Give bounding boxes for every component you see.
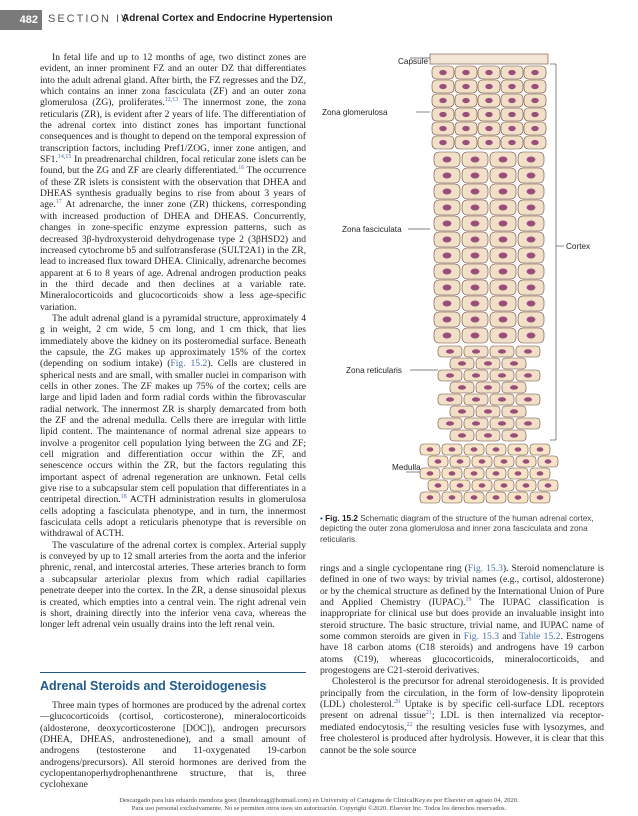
- cell-nucleus: [439, 126, 446, 131]
- cell-nucleus: [485, 84, 492, 89]
- cell-nucleus: [427, 495, 434, 499]
- cell-nucleus: [472, 373, 480, 377]
- page-number: 482: [0, 10, 42, 30]
- cell-nucleus: [537, 471, 544, 475]
- cell-nucleus: [515, 447, 522, 451]
- cell-nucleus: [485, 98, 492, 103]
- cell-nucleus: [427, 447, 434, 451]
- adrenal-structure-figure: [320, 52, 620, 504]
- cell-nucleus: [435, 483, 442, 487]
- cell-nucleus: [471, 157, 480, 163]
- cell-nucleus: [499, 317, 508, 323]
- cell-nucleus: [449, 447, 456, 451]
- label-capsule: Capsule: [398, 57, 429, 66]
- cell-nucleus: [458, 361, 466, 365]
- cell-nucleus: [527, 221, 536, 227]
- paragraph-adult-gland: The adult adrenal gland is a pyramidal structure, approximately 4 g in weight, 2 cm wide, 5 cm long, and 1 cm thick, that lies immediately above the kidney on its posteromedial surface. Beneath the capsule, the ZG makes up approximately 15% of the cortex (depending on sodium intake) (Fig. 15.2). Cells are clustered in spherical nests and are small, with smaller nuclei in comparison with cells in other zones. The ZF makes up 75% of the cortex; cells are large and lipid laden and form radial cords within the fibrovascular radial network. The innermost ZR is sharply demarcated from both the ZF and the adrenal medulla. Cells there are irregular with little lipid content. The maintenance of normal adrenal size appears to involve a progenitor cell population lying between the ZG and ZF; cell migration and differentiation occur within the ZF, and senescence occurs within the ZR, but the factors regulating this important aspect of adrenal regeneration are unknown. Fetal cells give rise to a subcapsular stem cell population that differentiates in a centripetal direction.$^{18}$ ACTH administration results in glomerulosa cells adopting a fasciculata phenotype, and in turn, the innermost fasciculata cells adopt a reticularis phenotype that is reversible on withdrawal of ACTH.: [40, 312, 307, 540]
- cell-nucleus: [508, 98, 515, 103]
- section-label: SECTION IV: [48, 13, 131, 25]
- cell-nucleus: [439, 84, 446, 89]
- cell-nucleus: [471, 253, 480, 259]
- cell-nucleus: [527, 173, 536, 179]
- cell-nucleus: [537, 495, 544, 499]
- cell-nucleus: [479, 483, 486, 487]
- cell-nucleus: [531, 84, 538, 89]
- caption-label: Fig. 15.2: [325, 514, 358, 523]
- cell-nucleus: [527, 269, 536, 275]
- paragraph-hormones: Three main types of hormones are produced by the adrenal cortex—glucocorticoids (cortisol, corticosterone), mineralocorticoids (aldosterone, deoxycorticosterone [DOC]), androgen precursors (DHEA, DHEAS, androstenedione), and a small amount of androgens (testosterone and 11-oxygenated 19-carbon androgens/precursors). All steroid hormones are derived from the cyclopentanoperhydrophenanthrene structure, that is, three cyclohexane: [40, 700, 306, 791]
- cell-nucleus: [524, 421, 532, 425]
- cell-nucleus: [446, 421, 454, 425]
- cell-nucleus: [527, 333, 536, 339]
- cell-nucleus: [443, 269, 452, 275]
- cell-nucleus: [471, 237, 480, 243]
- cell-nucleus: [472, 421, 480, 425]
- cell-nucleus: [527, 189, 536, 195]
- paragraph-fetal-zones: In fetal life and up to 12 months of age, two distinct zones are evident, an inner prominent FZ and an outer DZ that differentiates into the adult adrenal gland. After birth, the FZ regresses and the DZ, which contains an inner zona fasciculata (ZF) and an outer zona glomerulosa (ZG), proliferates.$^{12,13}$ The innermost zone, the zona reticularis (ZR), is evident after 2 years of life. The differentiation of the adrenal cortex into distinct zones has important functional consequences and is thought to depend on the temporal expression of transcription factors, including Pref1/ZOG, inner zone antigen, and SF1.$^{14,15}$ In preadrenarchal children, focal reticular zone islets can be found, but the ZG and ZF are clearly differentiated.$^{16}$ The occurrence of these ZR islets is consistent with the observation that DHEA and DHEAS synthesis gradually begins to rise from about 3 years of age.$^{17}$ At adrenarche, the inner zone (ZR) thickens, corresponding with increased production of DHEA and DHEAS. Concurrently, changes in zone-specific enzyme expression patterns, such as decreased 3β-hydroxysteroid dehydrogenase type 2 (3βHSD2) and increased cytochrome b5 and sulfotransferase (SULT2A1) in the ZR, lead to increased flux toward DHEA. Clinically, adrenarche becomes apparent at 6 to 8 years of age. Adrenal androgen production peaks in the third decade and then declines at a variable rate. Mineralocorticoids and glucocorticoids show a less age-specific variation.: [40, 52, 306, 313]
- left-column: [40, 52, 306, 631]
- cell-nucleus: [508, 126, 515, 131]
- cell-nucleus: [523, 459, 530, 463]
- cell-nucleus: [527, 205, 536, 211]
- cell-nucleus: [471, 333, 480, 339]
- cell-nucleus: [449, 495, 456, 499]
- cell-nucleus: [524, 373, 532, 377]
- label-zona-fasciculata: Zona fasciculata: [342, 225, 402, 234]
- cell-nucleus: [471, 173, 480, 179]
- cell-nucleus: [508, 70, 515, 75]
- caption-bullet: •: [320, 514, 323, 523]
- cell-nucleus: [508, 140, 515, 145]
- cell-nucleus: [443, 237, 452, 243]
- footer-line-1: Descargado para luis eduardo mendoza goez (lmendozag@hotmail.com) en University of Cartagena de ClinicalKey.es por Elsevier en agosto 04, 2020.: [119, 797, 519, 804]
- cell-nucleus: [439, 112, 446, 117]
- cell-nucleus: [471, 471, 478, 475]
- cell-nucleus: [439, 70, 446, 75]
- cell-nucleus: [498, 421, 506, 425]
- figure-caption: [320, 514, 604, 545]
- label-cortex: Cortex: [566, 242, 591, 251]
- cell-nucleus: [499, 333, 508, 339]
- cell-nucleus: [501, 459, 508, 463]
- cell-nucleus: [531, 140, 538, 145]
- cell-nucleus: [457, 459, 464, 463]
- cell-nucleus: [443, 157, 452, 163]
- label-zona-glomerulosa: Zona glomerulosa: [322, 108, 388, 117]
- cell-nucleus: [471, 317, 480, 323]
- cell-nucleus: [443, 301, 452, 307]
- running-header: [0, 10, 638, 30]
- cell-nucleus: [443, 317, 452, 323]
- cell-nucleus: [510, 433, 518, 437]
- cell-nucleus: [524, 397, 532, 401]
- paragraph-steroid-nomenclature: rings and a single cyclopentane ring (Fig. 15.3). Steroid nomenclature is defined in one of two ways: by trivial names (e.g., cortisol, aldosterone) or by the chemical structure as defined by the International Union of Pure and Applied Chemistry (IUPAC).$^{19}$ The IUPAC classification is inappropriate for clinical use but does provide an invaluable insight into steroid structure. The basic structure, trivial name, and IUPAC name of some common steroids are given in Fig. 15.3 and Table 15.2. Estrogens have 18 carbon atoms (C18 steroids) and androgens have 19 carbon atoms (C19), whereas glucocorticoids, mineralocorticoids, and progestogens are C21-steroid derivatives.: [320, 563, 604, 677]
- left-column-bottom: [40, 700, 306, 791]
- cell-nucleus: [508, 84, 515, 89]
- cell-nucleus: [498, 397, 506, 401]
- cell-nucleus: [515, 495, 522, 499]
- cell-nucleus: [499, 301, 508, 307]
- cell-nucleus: [446, 373, 454, 377]
- cell-nucleus: [515, 471, 522, 475]
- cell-nucleus: [485, 112, 492, 117]
- label-medulla: Medulla: [392, 463, 421, 472]
- cell-nucleus: [462, 140, 469, 145]
- cell-nucleus: [471, 221, 480, 227]
- cell-nucleus: [485, 140, 492, 145]
- cell-nucleus: [508, 112, 515, 117]
- cell-nucleus: [493, 447, 500, 451]
- cell-nucleus: [499, 253, 508, 259]
- cell-nucleus: [499, 237, 508, 243]
- cell-nucleus: [527, 301, 536, 307]
- cell-nucleus: [435, 459, 442, 463]
- cell-nucleus: [499, 205, 508, 211]
- cell-nucleus: [471, 301, 480, 307]
- cell-nucleus: [545, 459, 552, 463]
- cell-nucleus: [462, 98, 469, 103]
- cell-nucleus: [471, 447, 478, 451]
- cell-nucleus: [498, 349, 506, 353]
- section-heading: Adrenal Steroids and Steroidogenesis: [40, 672, 306, 693]
- cell-nucleus: [443, 333, 452, 339]
- cell-nucleus: [527, 285, 536, 291]
- cell-nucleus: [471, 269, 480, 275]
- cell-nucleus: [499, 221, 508, 227]
- cell-nucleus: [531, 98, 538, 103]
- cell-nucleus: [462, 70, 469, 75]
- cell-nucleus: [531, 70, 538, 75]
- cell-nucleus: [443, 189, 452, 195]
- cell-nucleus: [524, 349, 532, 353]
- cell-nucleus: [427, 471, 434, 475]
- caption-text: Schematic diagram of the structure of the human adrenal cortex, depicting the outer zona glomerulosa and inner zona fasciculata and zona reticularis.: [320, 514, 594, 544]
- cell-nucleus: [471, 205, 480, 211]
- cell-nucleus: [462, 126, 469, 131]
- cell-nucleus: [493, 471, 500, 475]
- cell-nucleus: [484, 385, 492, 389]
- label-zona-reticularis: Zona reticularis: [346, 366, 402, 375]
- cell-nucleus: [510, 385, 518, 389]
- cell-nucleus: [485, 126, 492, 131]
- cell-nucleus: [531, 112, 538, 117]
- cell-nucleus: [446, 349, 454, 353]
- paragraph-cholesterol: Cholesterol is the precursor for adrenal steroidogenesis. It is provided principally from the circulation, in the form of low-density lipoprotein (LDL) cholesterol.$^{20}$ Uptake is by specific cell-surface LDL receptors present on adrenal tissue$^{21}$; LDL is then internalized via receptor-mediated endocytosis,$^{22}$ the resulting vesicles fuse with lysozymes, and free cholesterol is produced after hydrolysis. However, it is clear that this cannot be the sole source: [320, 676, 604, 756]
- chapter-title: Adrenal Cortex and Endocrine Hypertension: [122, 13, 333, 24]
- cell-nucleus: [449, 471, 456, 475]
- cell-nucleus: [446, 397, 454, 401]
- cell-nucleus: [471, 495, 478, 499]
- cell-nucleus: [484, 433, 492, 437]
- cell-nucleus: [537, 447, 544, 451]
- cell-nucleus: [545, 483, 552, 487]
- cell-nucleus: [485, 70, 492, 75]
- cell-nucleus: [458, 385, 466, 389]
- cell-nucleus: [527, 157, 536, 163]
- cell-nucleus: [458, 409, 466, 413]
- cell-nucleus: [498, 373, 506, 377]
- cell-nucleus: [472, 349, 480, 353]
- table-15-2-link[interactable]: Table 15.2: [519, 631, 561, 643]
- cell-nucleus: [484, 361, 492, 365]
- fig-15-3-link[interactable]: Fig. 15.3: [467, 563, 503, 574]
- capsule-band: [430, 54, 548, 64]
- fig-15-2-link[interactable]: Fig. 15.2: [170, 358, 208, 370]
- fig-15-3-link-2[interactable]: Fig. 15.3: [463, 631, 500, 643]
- right-column: [320, 563, 604, 756]
- cell-nucleus: [458, 433, 466, 437]
- cell-nucleus: [527, 253, 536, 259]
- cell-nucleus: [439, 140, 446, 145]
- download-footer: [0, 797, 638, 813]
- cell-nucleus: [531, 126, 538, 131]
- cell-nucleus: [527, 237, 536, 243]
- cell-nucleus: [471, 189, 480, 195]
- cell-nucleus: [439, 98, 446, 103]
- cell-nucleus: [499, 173, 508, 179]
- cell-nucleus: [462, 112, 469, 117]
- cell-nucleus: [523, 483, 530, 487]
- cell-nucleus: [484, 409, 492, 413]
- cell-nucleus: [499, 269, 508, 275]
- cell-nucleus: [527, 317, 536, 323]
- cell-nucleus: [493, 495, 500, 499]
- cell-nucleus: [499, 285, 508, 291]
- cell-nucleus: [443, 205, 452, 211]
- cell-nucleus: [501, 483, 508, 487]
- cell-nucleus: [499, 189, 508, 195]
- cell-nucleus: [443, 173, 452, 179]
- cell-nucleus: [443, 253, 452, 259]
- cell-nucleus: [499, 157, 508, 163]
- cell-nucleus: [479, 459, 486, 463]
- paragraph-vasculature: The vasculature of the adrenal cortex is complex. Arterial supply is conveyed by up to 12 small arteries from the aorta and the inferior phrenic, renal, and intercostal arteries. These arteries branch to form a subcapsular arteriolar plexus from which radial capillaries penetrate deeper into the cortex. In the ZR, a dense sinusoidal plexus is created, which empties into a central vein. The right adrenal vein is short, draining directly into the inferior vena cava, whereas the longer left adrenal vein usually drains into the left renal vein.: [40, 539, 306, 631]
- cell-nucleus: [457, 483, 464, 487]
- cell-nucleus: [510, 409, 518, 413]
- cell-nucleus: [471, 285, 480, 291]
- adrenal-diagram: [320, 52, 620, 504]
- cell-nucleus: [462, 84, 469, 89]
- cell-nucleus: [472, 397, 480, 401]
- cell-nucleus: [443, 285, 452, 291]
- cell-nucleus: [510, 361, 518, 365]
- cell-nucleus: [443, 221, 452, 227]
- footer-line-2: Para uso personal exclusivamente. No se permiten otros usos sin autorización. Copyright ©2020. Elsevier Inc. Todos los derechos reservados.: [131, 805, 507, 812]
